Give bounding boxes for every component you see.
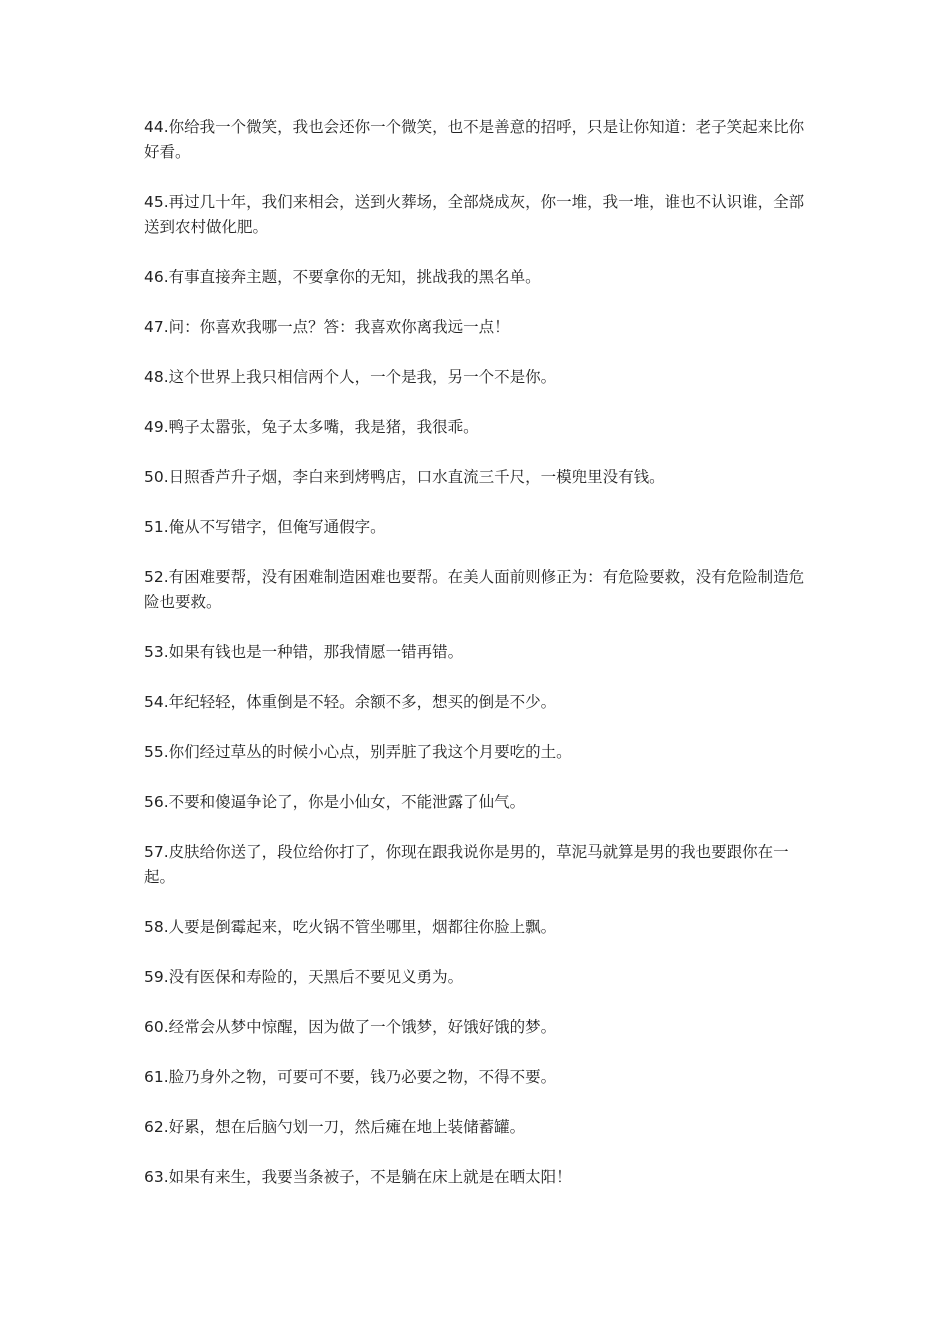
paragraph-51: 51.俺从不写错字，但俺写通假字。 <box>144 518 386 536</box>
document-body <box>144 115 816 1215</box>
paragraph-55: 55.你们经过草丛的时候小心点，别弄脏了我这个月要吃的土。 <box>144 743 572 761</box>
paragraph-45: 45.再过几十年，我们来相会，送到火葬场，全部烧成灰，你一堆，我一堆，谁也不认识谁，全部送到农村做化肥。 <box>144 193 805 236</box>
paragraph-52: 52.有困难要帮，没有困难制造困难也要帮。在美人面前则修正为：有危险要救，没有危险制造危险也要救。 <box>144 568 805 611</box>
paragraph-60: 60.经常会从梦中惊醒，因为做了一个饿梦，好饿好饿的梦。 <box>144 1018 557 1036</box>
paragraph-56: 56.不要和傻逼争论了，你是小仙女，不能泄露了仙气。 <box>144 793 526 811</box>
paragraph-49: 49.鸭子太嚣张，兔子太多嘴，我是猪，我很乖。 <box>144 418 479 436</box>
paragraph-58: 58.人要是倒霉起来，吃火锅不管坐哪里，烟都往你脸上飘。 <box>144 918 557 936</box>
paragraph-57: 57.皮肤给你送了，段位给你打了，你现在跟我说你是男的，草泥马就算是男的我也要跟你在一起。 <box>144 843 789 886</box>
paragraph-59: 59.没有医保和寿险的，天黑后不要见义勇为。 <box>144 968 464 986</box>
paragraph-54: 54.年纪轻轻，体重倒是不轻。余额不多，想买的倒是不少。 <box>144 693 557 711</box>
paragraph-46: 46.有事直接奔主题，不要拿你的无知，挑战我的黑名单。 <box>144 268 541 286</box>
paragraph-50: 50.日照香芦升子烟，李白来到烤鸭店，口水直流三千尺，一模兜里没有钱。 <box>144 468 665 486</box>
paragraph-63: 63.如果有来生，我要当条被子，不是躺在床上就是在晒太阳！ <box>144 1168 572 1186</box>
paragraph-48: 48.这个世界上我只相信两个人，一个是我，另一个不是你。 <box>144 368 557 386</box>
paragraph-53: 53.如果有钱也是一种错，那我情愿一错再错。 <box>144 643 464 661</box>
paragraph-44: 44.你给我一个微笑，我也会还你一个微笑，也不是善意的招呼，只是让你知道：老子笑起来比你好看。 <box>144 118 805 161</box>
paragraph-61: 61.脸乃身外之物，可要可不要，钱乃必要之物，不得不要。 <box>144 1068 557 1086</box>
paragraph-47: 47.问：你喜欢我哪一点？答：我喜欢你离我远一点！ <box>144 318 510 336</box>
paragraph-62: 62.好累，想在后脑勺划一刀，然后瘫在地上装储蓄罐。 <box>144 1118 526 1136</box>
